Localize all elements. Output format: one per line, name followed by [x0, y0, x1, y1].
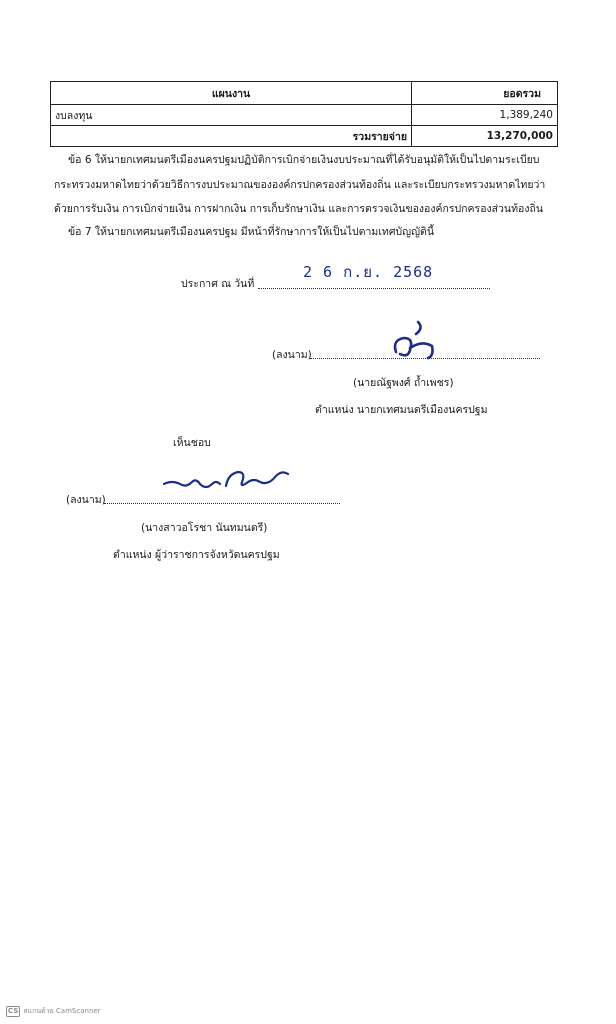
camscanner-logo-icon: CS: [8, 1007, 19, 1015]
scanner-footer-text: สแกนด้วย CamScanner: [23, 1007, 101, 1015]
announce-date-handwritten: 2 6 ก.ย. 2568: [303, 263, 434, 281]
table-row: [51, 105, 558, 126]
announce-date-line: [258, 288, 490, 289]
total-value: 13,270,000: [412, 126, 558, 147]
clause-6: ข้อ 6 ให้นายกเทศมนตรีเมืองนครปฐมปฏิบัติการเบิกจ่ายเงินงบประมาณที่ได้รับอนุมัติให้เป็นไปตามระเบียบกระทรวงมหาดไทยว่าด้วยวิธีการงบประมาณขององค์กรปกครองส่วนท้องถิ่น และระเบียบกระทรวงมหาดไทยว่าด้วยการรับเงิน การเบิกจ่ายเงิน การฝากเงิน การเก็บรักษาเงิน และการตรวจเงินขององค์กรปกครองส่วนท้องถิ่น: [54, 154, 546, 215]
announce-label: ประกาศ ณ วันที่: [181, 278, 255, 290]
row-total: 1,389,240: [412, 105, 558, 126]
table-header-row: [51, 82, 558, 105]
approval-sign-line: [104, 503, 340, 504]
mayor-position: ตำแหน่ง นายกเทศมนตรีเมืองนครปฐม: [315, 404, 488, 416]
governor-signature-icon: [160, 462, 300, 498]
clause-7: ข้อ 7 ให้นายกเทศมนตรีเมืองนครปฐม มีหน้าที่รักษาการให้เป็นไปตามเทศบัญญัตินี้: [68, 226, 435, 238]
table-total-row: [51, 126, 558, 147]
mayor-sign-label: (ลงนาม): [272, 349, 312, 361]
budget-table: [50, 81, 558, 147]
scanner-footer: [6, 1006, 101, 1017]
approval-sign-label: (ลงนาม): [66, 494, 106, 506]
row-plan: งบลงทุน: [51, 105, 412, 126]
header-total: ยอดรวม: [412, 82, 558, 105]
mayor-name: (นายณัฐพงศ์ ถ้ำเพชร): [353, 377, 454, 389]
approval-label: เห็นชอบ: [173, 437, 211, 449]
mayor-signature-icon: [388, 318, 438, 362]
header-plan: แผนงาน: [51, 82, 412, 105]
governor-position: ตำแหน่ง ผู้ว่าราชการจังหวัดนครปฐม: [113, 549, 280, 561]
total-label: รวมรายจ่าย: [51, 126, 412, 147]
governor-name: (นางสาวอโรชา นันทมนตรี): [141, 522, 268, 534]
